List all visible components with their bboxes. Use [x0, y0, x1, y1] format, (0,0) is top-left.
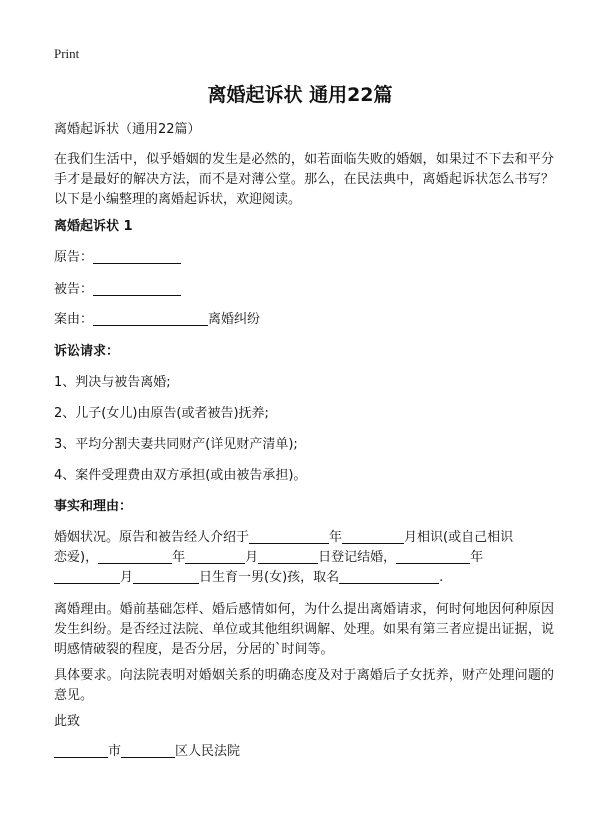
document-title: 离婚起诉状 通用22篇 [207, 84, 393, 106]
marriage-text: 月 [120, 570, 134, 585]
marriage-status-line-1 [54, 528, 554, 548]
fill-blank [54, 569, 120, 584]
divorce-reason-paragraph: 离婚理由。婚前基础怎样、婚后感情如何，为什么提出离婚请求，何时何地因何种原因发生纠纷。是否经过法院、单位或其他组织调解、处理。如果有第三者应提出证据，说明感情破裂的程度，是否分居，分居的`时间等。 [54, 602, 554, 657]
plaintiff-blank [93, 249, 181, 264]
fill-blank [185, 549, 245, 564]
facts-heading: 事实和理由： [54, 499, 133, 514]
claim-item: 4、案件受理费由双方承担(或由被告承担)。 [54, 468, 307, 483]
cause-label: 案由： [54, 312, 94, 327]
marriage-text: 年 [172, 550, 186, 565]
plaintiff-label: 原告： [54, 250, 94, 265]
claims-heading: 诉讼请求： [54, 344, 120, 359]
cause-value: 离婚纠纷 [208, 312, 261, 327]
claim-item: 2、儿子(女儿)由原告(或者被告)抚养; [54, 406, 269, 421]
defendant-blank [93, 281, 181, 296]
closing-text: 此致 [54, 714, 81, 729]
marriage-text: 婚姻状况。原告和被告经人介绍于 [54, 530, 250, 545]
print-label: Print [54, 46, 80, 61]
court-name: 区人民法院 [175, 744, 241, 759]
fill-blank [54, 743, 108, 758]
plaintiff-line [54, 248, 554, 268]
cause-blank [93, 311, 208, 326]
section-heading: 离婚起诉状 1 [54, 219, 133, 234]
requirements-paragraph: 具体要求。向法院表明对婚姻关系的明确态度及对于离婚后子女抚养，财产处理问题的意见。 [54, 668, 554, 703]
claim-item: 1、判决与被告离婚; [54, 375, 171, 390]
fill-blank [249, 529, 329, 544]
court-line [54, 742, 554, 762]
defendant-label: 被告： [54, 282, 94, 297]
fill-blank [342, 529, 404, 544]
marriage-text: 年 [329, 530, 343, 545]
fill-blank [258, 549, 318, 564]
fill-blank [339, 569, 439, 584]
fill-blank [98, 549, 172, 564]
intro-paragraph: 在我们生活中，似乎婚姻的发生是必然的，如若面临失败的婚姻，如果过不下去和平分手才是最好的解决方法，而不是对薄公堂。那么，在民法典中，离婚起诉状怎么书写？以下是小编整理的离婚起诉状，欢迎阅读。 [54, 152, 554, 207]
marriage-text: 恋爱)， [54, 550, 99, 565]
defendant-line [54, 280, 554, 300]
fill-blank [133, 569, 199, 584]
fill-blank [121, 743, 175, 758]
court-city: 市 [108, 744, 122, 759]
claim-item: 3、平均分割夫妻共同财产(详见财产清单); [54, 437, 298, 452]
marriage-text: 年 [470, 550, 484, 565]
cause-line [54, 310, 554, 330]
marriage-status-line-3 [54, 568, 554, 588]
marriage-text: . [439, 570, 444, 585]
marriage-text: 月相识(或自己相识 [404, 530, 514, 545]
document-subtitle: 离婚起诉状（通用22篇） [54, 122, 201, 137]
fill-blank [396, 549, 470, 564]
marriage-text: 日登记结婚， [318, 550, 397, 565]
marriage-text: 日生育一男(女)孩，取名 [199, 570, 340, 585]
marriage-text: 月 [245, 550, 259, 565]
marriage-status-line-2 [54, 548, 554, 568]
